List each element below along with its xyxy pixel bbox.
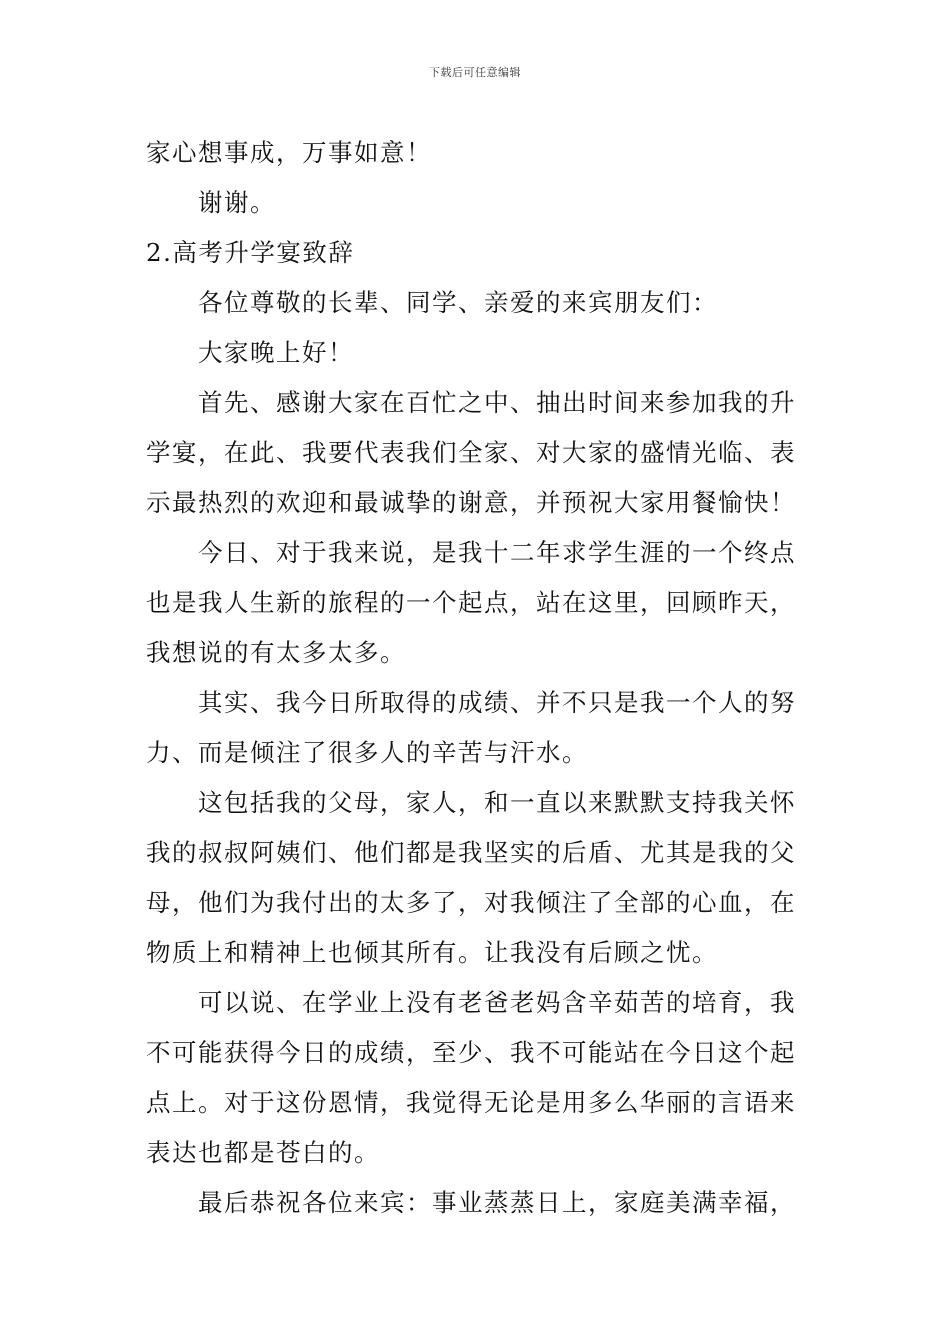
text-line: 我的叔叔阿姨们、他们都是我坚实的后盾、尤其是我的父 — [146, 838, 796, 867]
text-line: 各位尊敬的长辈、同学、亲爱的来宾朋友们： — [198, 288, 718, 317]
text-line: 最后恭祝各位来宾：事业蒸蒸日上，家庭美满幸福， — [198, 1188, 796, 1217]
text-line: 大家晚上好！ — [198, 338, 354, 367]
text-line: 今日、对于我来说，是我十二年求学生涯的一个终点 — [198, 538, 796, 567]
text-line: 其实、我今日所取得的成绩、并不只是我一个人的努 — [198, 688, 796, 717]
text-line: 母，他们为我付出的太多了，对我倾注了全部的心血，在 — [146, 888, 796, 917]
text-line: 力、而是倾注了很多人的辛苦与汗水。 — [146, 738, 588, 767]
text-line: 谢谢。 — [198, 188, 276, 217]
text-line: 首先、感谢大家在百忙之中、抽出时间来参加我的升 — [198, 388, 796, 417]
text-line: 不可能获得今日的成绩，至少、我不可能站在今日这个起 — [146, 1038, 796, 1067]
document-body — [146, 128, 814, 1228]
text-line: 学宴，在此、我要代表我们全家、对大家的盛情光临、表 — [146, 438, 796, 467]
text-line: 物质上和精神上也倾其所有。让我没有后顾之忧。 — [146, 938, 718, 967]
text-line: 表达也都是苍白的。 — [146, 1138, 380, 1167]
text-line: 这包括我的父母，家人，和一直以来默默支持我关怀 — [198, 788, 796, 817]
text-line: 示最热烈的欢迎和最诚挚的谢意，并预祝大家用餐愉快！ — [146, 488, 796, 517]
text-line: 家心想事成，万事如意！ — [146, 138, 432, 167]
text-line: 也是我人生新的旅程的一个起点，站在这里，回顾昨天， — [146, 588, 796, 617]
text-line: 我想说的有太多太多。 — [146, 638, 406, 667]
text-line: 可以说、在学业上没有老爸老妈含辛茹苦的培育，我 — [198, 988, 796, 1017]
page-header: 下载后可任意编辑 — [429, 66, 521, 79]
text-line: 点上。对于这份恩情，我觉得无论是用多么华丽的言语来 — [146, 1088, 796, 1117]
section-heading: 2.高考升学宴致辞 — [146, 238, 355, 267]
